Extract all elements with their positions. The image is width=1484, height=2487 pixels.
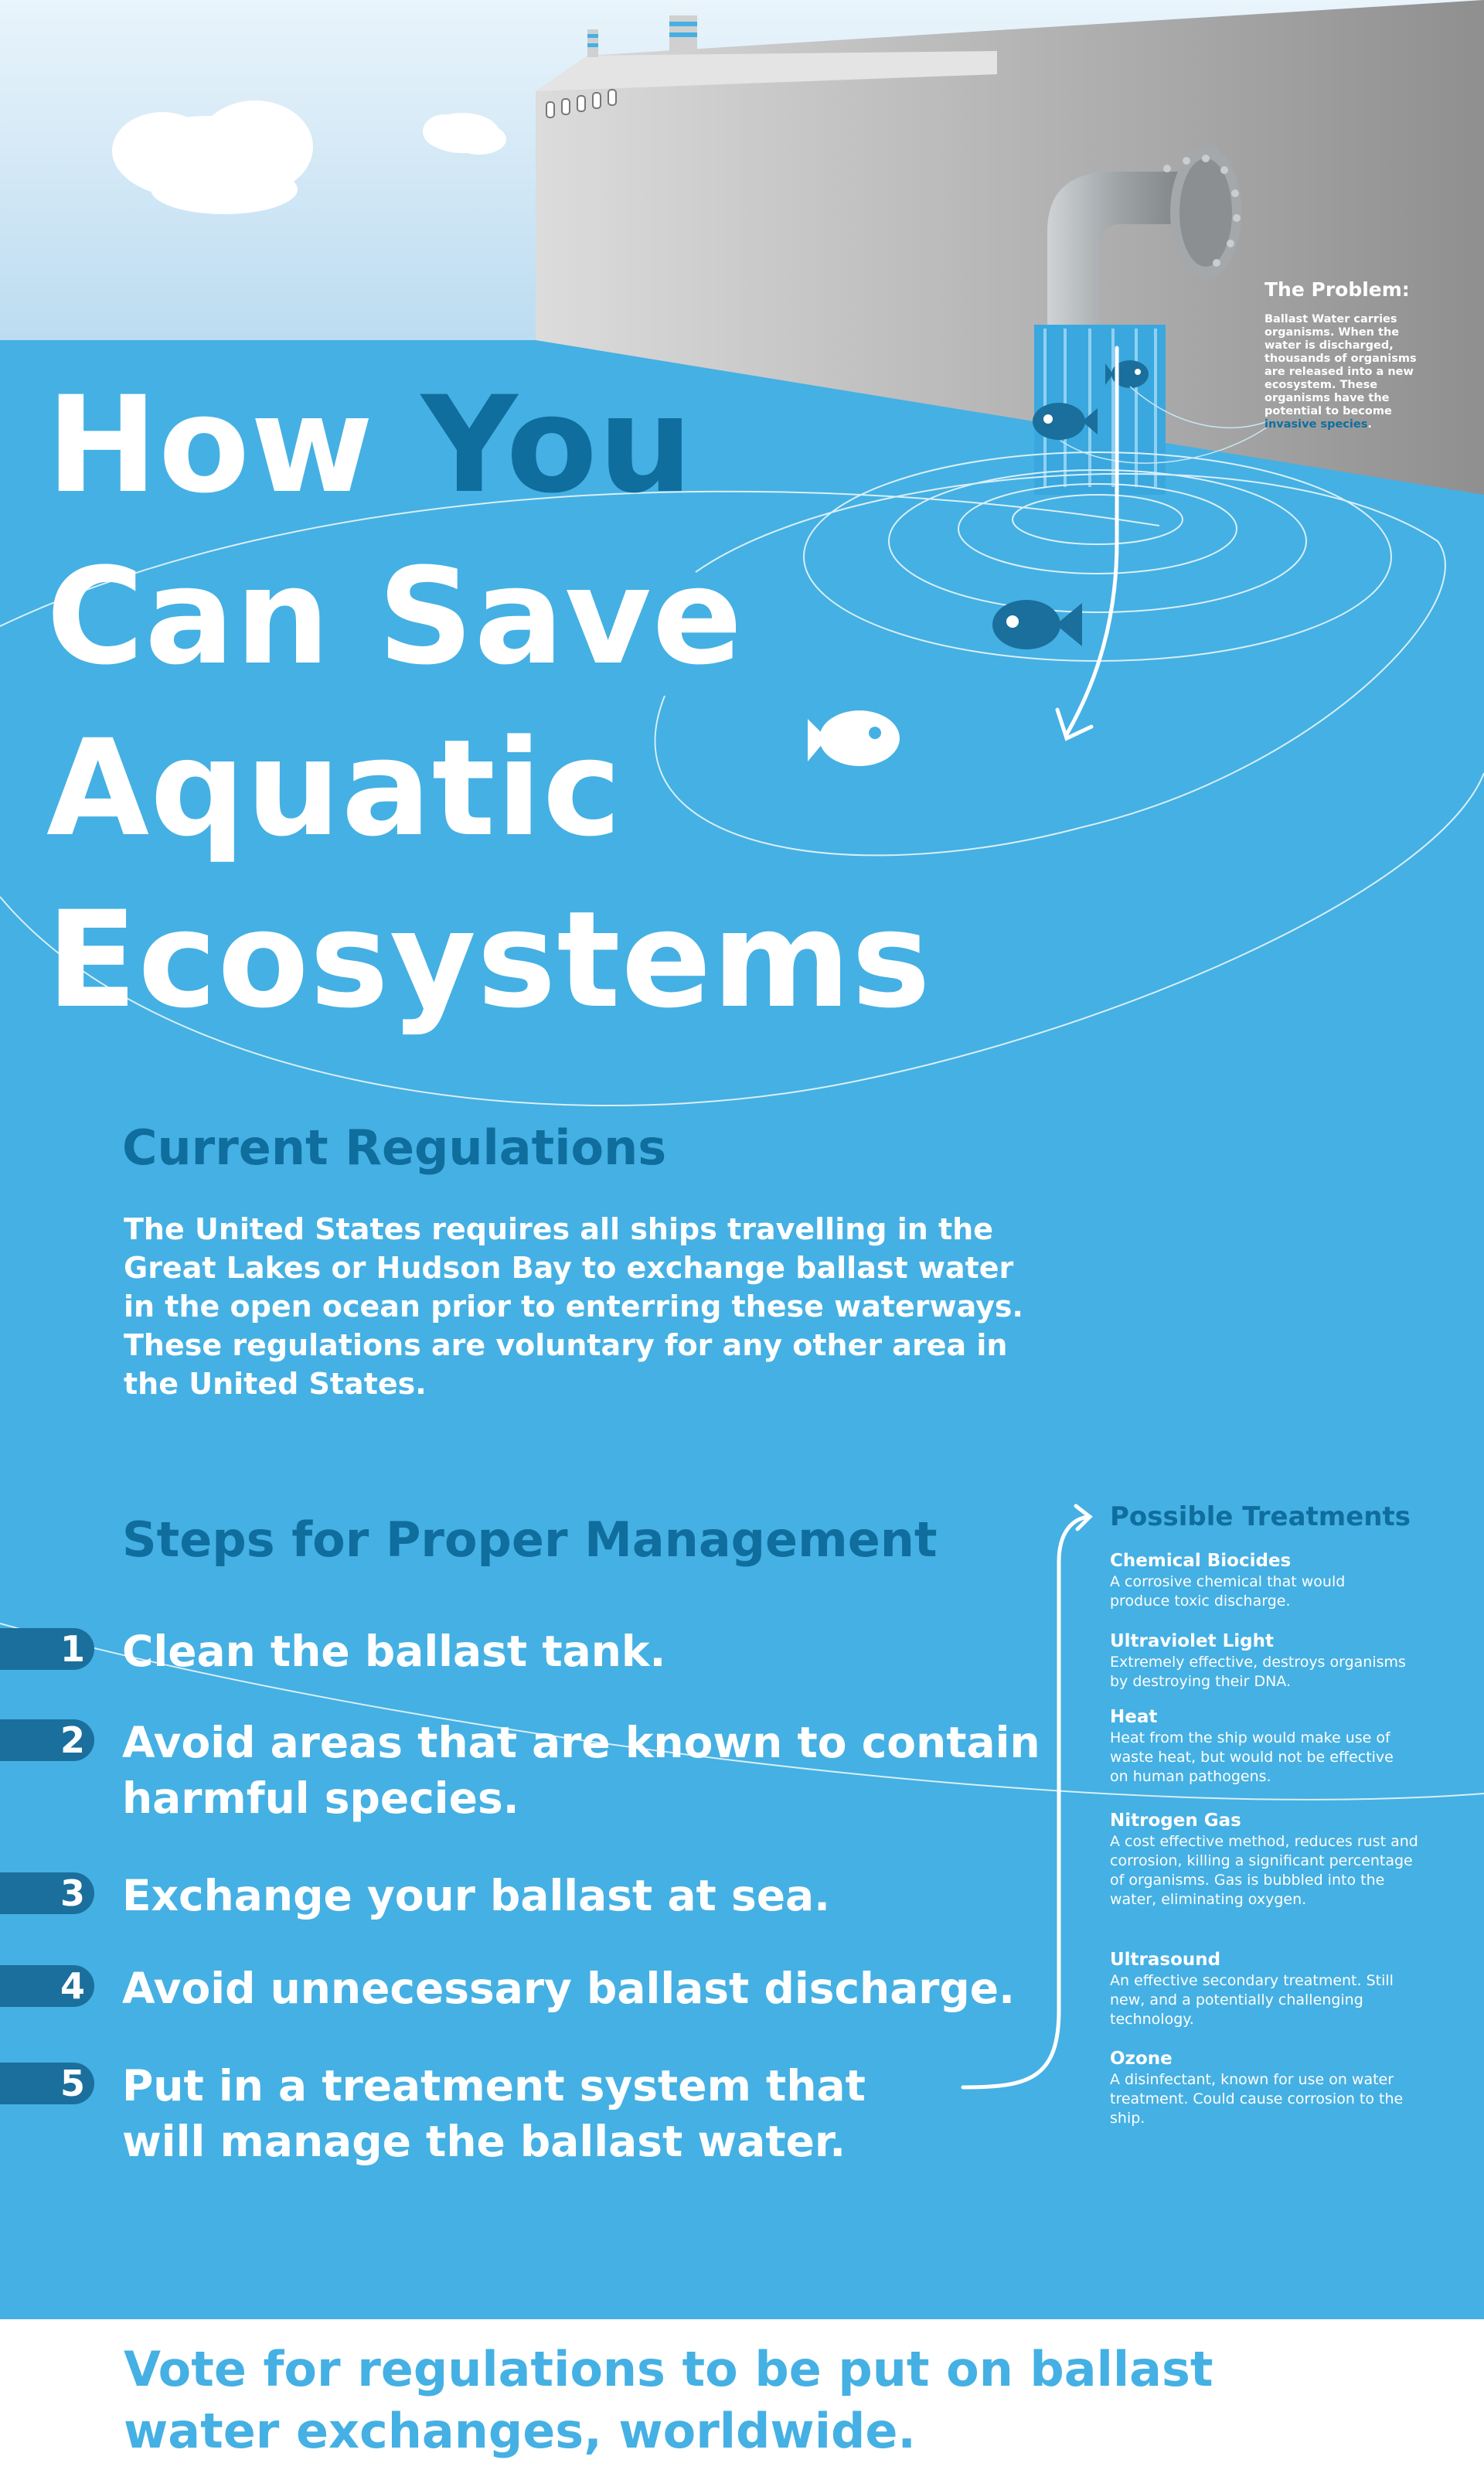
- footer-call-to-action: Vote for regulations to be put on ballast water exchanges, worldwide.: [124, 2341, 1213, 2459]
- treatment-item: [1110, 1705, 1435, 1787]
- treatment-desc: A corrosive chemical that would produce toxic discharge.: [1110, 1573, 1346, 1610]
- treatment-desc: Heat from the ship would make use of waste heat, but would not be effective on human pathogens.: [1110, 1729, 1394, 1785]
- step-number-badge: 4: [0, 1965, 94, 2007]
- title-line-4: Ecosystems: [46, 882, 931, 1037]
- problem-highlight: invasive species: [1264, 418, 1368, 431]
- step-text: Clean the ballast tank.: [122, 1627, 666, 1676]
- problem-heading: The Problem:: [1264, 278, 1410, 301]
- steps-heading: Steps for Proper Management: [122, 1511, 938, 1568]
- problem-text: [1264, 313, 1438, 431]
- title-line-1-b: You: [420, 367, 694, 523]
- step-number-badge: 3: [0, 1872, 94, 1914]
- step-number-badge: 1: [0, 1628, 94, 1670]
- treatment-desc: A cost effective method, reduces rust and corrosion, killing a significant percentage of organisms. Gas is bubbled into the water, eliminating oxygen.: [1110, 1833, 1418, 1908]
- treatment-name: Heat: [1110, 1707, 1158, 1727]
- title-line-3: Aquatic: [46, 710, 622, 866]
- step-text: Put in a treatment system that will manage the ballast water.: [122, 2061, 866, 2166]
- treatment-item: [1110, 2047, 1435, 2128]
- step-text: Exchange your ballast at sea.: [122, 1871, 831, 1920]
- title-line-1: [46, 367, 694, 523]
- title-line-1-a: How: [46, 367, 421, 523]
- treatment-desc: An effective secondary treatment. Still new, and a potentially challenging technology.: [1110, 1972, 1394, 2028]
- regulations-body: The United States requires all ships travelling in the Great Lakes or Hudson Bay to exchange ballast water in the open ocean prior to enterring these waterways. These regulations are voluntary for any other area in the United States.: [124, 1212, 1023, 1401]
- treatment-desc: Extremely effective, destroys organisms by destroying their DNA.: [1110, 1654, 1406, 1690]
- title-line-2: Can Save: [46, 539, 744, 694]
- problem-body: Ballast Water carries organisms. When the water is discharged, thousands of organisms are released into a new ecosystem. These organisms have the potential to become: [1264, 313, 1417, 417]
- treatment-item: [1110, 1809, 1435, 1910]
- treatment-name: Nitrogen Gas: [1110, 1811, 1241, 1831]
- treatment-name: Ultraviolet Light: [1110, 1631, 1274, 1651]
- step-text: Avoid unnecessary ballast discharge.: [122, 1964, 1015, 2013]
- step-text: Avoid areas that are known to contain harmful species.: [122, 1718, 1040, 1823]
- regulations-heading: Current Regulations: [122, 1119, 667, 1176]
- treatment-item: [1110, 1549, 1435, 1611]
- treatment-name: Ozone: [1110, 2049, 1173, 2069]
- step-number-badge: 5: [0, 2063, 94, 2104]
- treatment-name: Chemical Biocides: [1110, 1551, 1292, 1571]
- step-number-badge: 2: [0, 1719, 94, 1761]
- treatment-name: Ultrasound: [1110, 1950, 1221, 1970]
- treatment-item: [1110, 1948, 1435, 2029]
- problem-end: .: [1367, 418, 1372, 431]
- treatment-desc: A disinfectant, known for use on water treatment. Could cause corrosion to the ship.: [1110, 2071, 1404, 2127]
- treatment-item: [1110, 1630, 1435, 1692]
- treatments-heading: Possible Treatments: [1110, 1501, 1411, 1532]
